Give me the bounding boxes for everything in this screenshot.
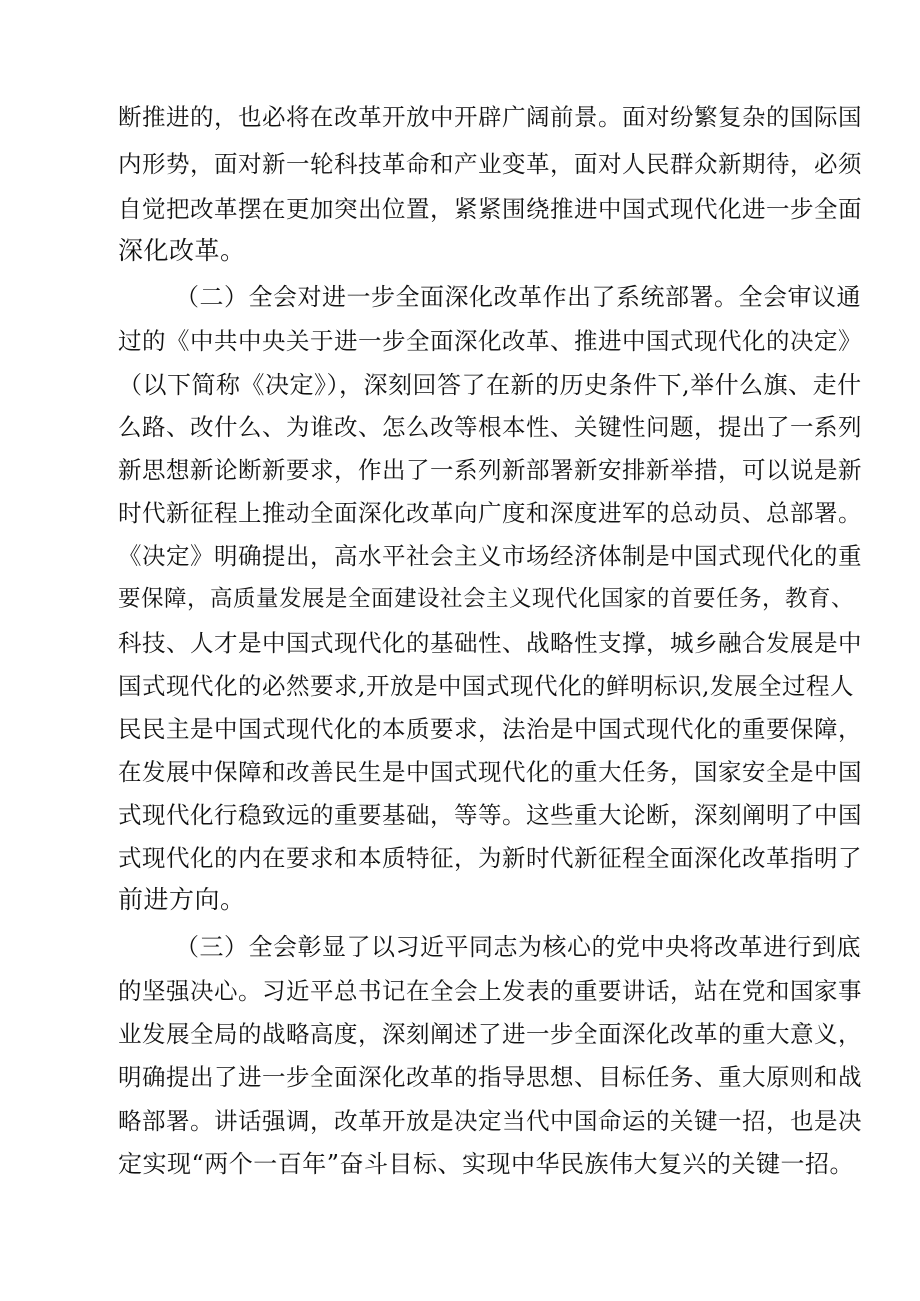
text-line: （以下简称《决定》），深刻回答了在新的历史条件下,举什么旗、走什 bbox=[118, 371, 862, 399]
text-line: 明确提出了进一步全面深化改革的指导思想、目标任务、重大原则和战 bbox=[118, 1063, 862, 1091]
text-line: 《决定》明确提出，高水平社会主义市场经济体制是中国式现代化的重 bbox=[118, 542, 862, 570]
text-line: 时代新征程上推动全面深化改革向广度和深度进军的总动员、总部署。 bbox=[118, 499, 862, 527]
text-line: 内形势，面对新一轮科技革命和产业变革，面对人民群众新期待，必须 bbox=[118, 150, 862, 178]
text-line: 业发展全局的战略高度，深刻阐述了进一步全面深化改革的重大意义， bbox=[118, 1020, 862, 1048]
paragraph-start-line: （三）全会彰显了以习近平同志为核心的党中央将改革进行到底 bbox=[175, 933, 861, 961]
paragraph-start-line: （二）全会对进一步全面深化改革作出了系统部署。全会审议通 bbox=[175, 283, 861, 311]
text-line: 国式现代化的必然要求,开放是中国式现代化的鲜明标识,发展全过程人 bbox=[118, 672, 854, 700]
text-line: 么路、改什么、为谁改、怎么改等根本性、关键性问题，提出了一系列 bbox=[118, 413, 862, 441]
text-line: 的坚强决心。习近平总书记在全会上发表的重要讲话，站在党和国家事 bbox=[118, 977, 862, 1005]
text-line: 在发展中保障和改善民生是中国式现代化的重大任务，国家安全是中国 bbox=[118, 758, 862, 786]
text-line: 深化改革。 bbox=[118, 236, 246, 265]
text-line: 要保障，高质量发展是全面建设社会主义现代化国家的首要任务，教育、 bbox=[118, 586, 855, 612]
text-line: 民民主是中国式现代化的本质要求，法治是中国式现代化的重要保障， bbox=[118, 715, 862, 743]
text-line: 前进方向。 bbox=[118, 885, 246, 914]
text-line: 科技、人才是中国式现代化的基础性、战略性支撑，城乡融合发展是中 bbox=[118, 629, 862, 657]
text-line: 自觉把改革摆在更加突出位置，紧紧围绕推进中国式现代化进一步全面 bbox=[118, 195, 862, 223]
text-line: 略部署。讲话强调，改革开放是决定当代中国命运的关键一招，也是决 bbox=[118, 1107, 862, 1135]
text-line: 断推进的，也必将在改革开放中开辟广阔前景。面对纷繁复杂的国际国 bbox=[118, 103, 862, 131]
text-line: 式现代化的内在要求和本质特征，为新时代新征程全面深化改革指明了 bbox=[118, 844, 862, 872]
text-line: 过的《中共中央关于进一步全面深化改革、推进中国式现代化的决定》 bbox=[118, 327, 862, 355]
text-line: 定实现“两个一百年”奋斗目标、实现中华民族伟大复兴的关键一招。 bbox=[118, 1150, 855, 1178]
text-line: 新思想新论断新要求，作出了一系列新部署新安排新举措，可以说是新 bbox=[118, 456, 862, 484]
text-line: 式现代化行稳致远的重要基础，等等。这些重大论断，深刻阐明了中国 bbox=[118, 801, 862, 829]
